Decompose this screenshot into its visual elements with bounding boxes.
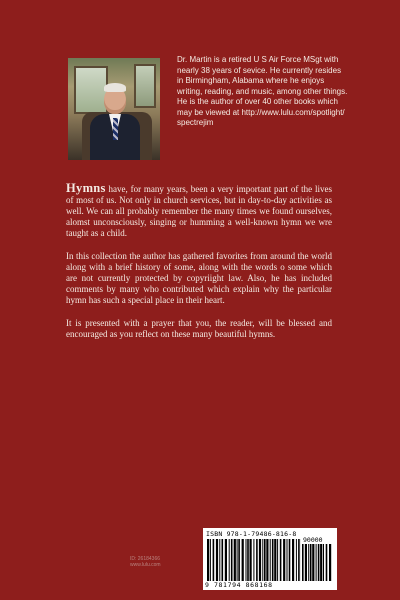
blurb-paragraph-1 [66,183,332,239]
barcode-bar [264,539,266,581]
barcode-bar [237,539,238,581]
barcode-bar [277,539,278,581]
barcode-bar [213,539,215,581]
barcode-bar [289,539,291,581]
barcode-digits: 9 781794 868168 [205,581,273,589]
isbn-label: ISBN 978-1-79486-816-8 [206,530,297,538]
barcode-bar [326,544,328,581]
barcode-bar [287,539,288,581]
barcode-bar [231,539,233,581]
barcode-bar [318,544,320,581]
barcode-bar [207,539,209,581]
barcode-bar [253,539,254,581]
blurb-paragraph-3: It is presented with a prayer that you, the reader, will be blessed and encouraged as you reflect on these many beautiful hymns. [66,318,332,339]
barcode-bar [247,539,249,581]
barcode-bar [320,544,322,581]
blurb-paragraph-1-text: have, for many years, been a very important part of the lives of most of us. Not only in church services, but in day-to-day activities as well. We can all probably remember the many times we found ourselves, alomst unconsciously, singing or humming a well-known hymn we wre taught as a child. [66,184,332,238]
barcode-bar [312,544,314,581]
barcode-bar [292,539,294,581]
barcode-bar [270,539,271,581]
barcode-bars [207,539,301,581]
price-code: 90000 [303,536,323,544]
barcode-bar [234,539,236,581]
barcode-bar [222,539,224,581]
barcode-bar [250,539,252,581]
barcode-addon-bars [302,544,332,581]
barcode-bar [272,539,274,581]
barcode-bar [316,544,317,581]
barcode-bar [262,539,263,581]
barcode-bar [266,539,268,581]
barcode-bar [216,539,218,581]
print-id-site: www.lulu.com [130,562,161,568]
barcode-bar [246,539,247,581]
barcode-bar [219,539,220,581]
barcode-bar [259,539,261,581]
barcode-bar [274,539,276,581]
barcode-bar [329,544,331,581]
barcode-bar [308,544,309,581]
isbn-barcode [203,528,337,590]
photo-tie [113,118,118,140]
author-photo [68,58,160,160]
barcode-bar [310,544,312,581]
barcode-bar [305,544,307,581]
barcode-bar [256,539,258,581]
barcode-bar [280,539,282,581]
author-bio: Dr. Martin is a retired U S Air Force MSgt with nearly 38 years of sevice. He currently resides in Birmingham, Alabama where he enjoys writing, reading, and music, among other things. He is the author of over 40 other books which may be viewed at http://www.lulu.com/spotlight/ spectrejim [177,55,348,127]
barcode-bar [225,539,227,581]
photo-hair [104,83,126,92]
print-id-number: ID: 26184366 [130,556,161,562]
barcode-bar [296,539,297,581]
barcode-bar [242,539,244,581]
photo-window [74,66,108,114]
barcode-bar [323,544,324,581]
blurb [66,183,332,352]
photo-window-right [134,64,156,108]
blurb-first-word: Hymns [66,181,106,195]
blurb-paragraph-2: In this collection the author has gathered favorites from around the world along with a brief history of some, along with the words o some which are not currently protected by copyriight law. Also, he has included comments by many who contributed which explain why the particular hymn has such a special place in their heart. [66,251,332,305]
barcode-bar [210,539,211,581]
print-id [130,556,190,568]
barcode-bar [302,544,304,581]
barcode-bar [298,539,300,581]
barcode-bar [238,539,240,581]
barcode-bar [229,539,230,581]
barcode-bar [283,539,285,581]
